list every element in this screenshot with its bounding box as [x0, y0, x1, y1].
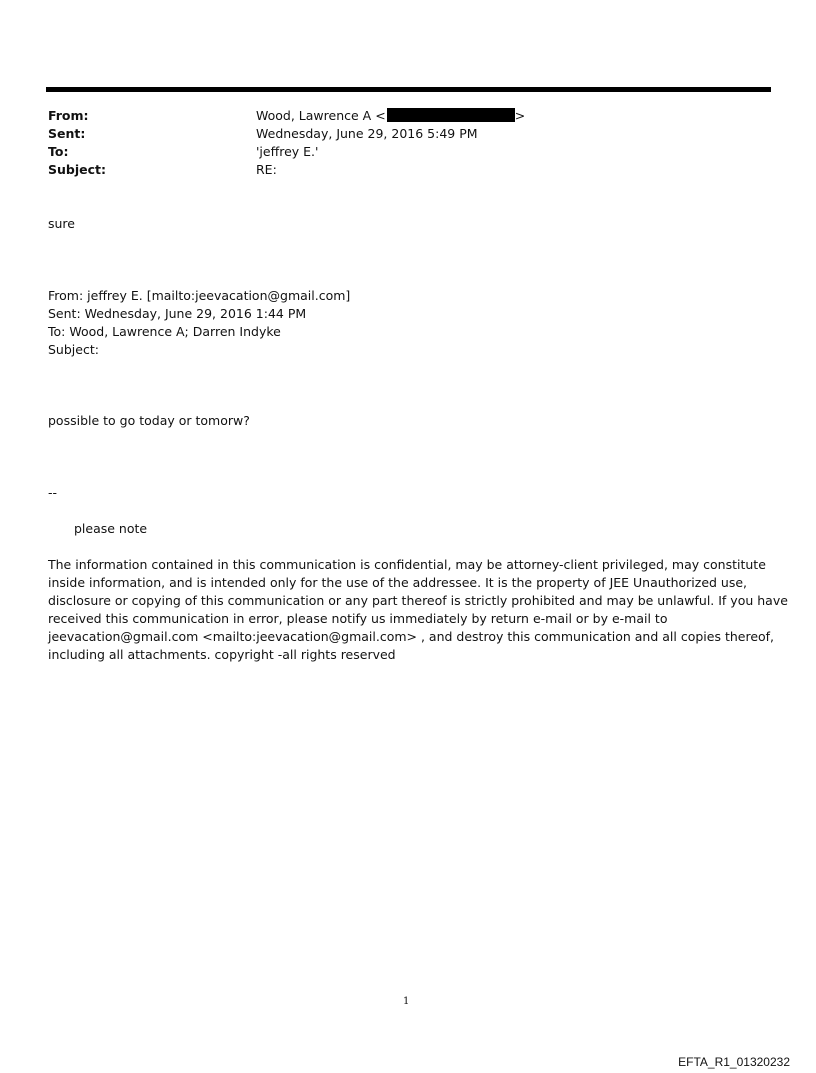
disclaimer-line: jeevacation@gmail.com <mailto:jeevacation@gmail.com> , and destroy this communication and all copies thereof,	[48, 629, 775, 644]
quoted-sent-line: Sent: Wednesday, June 29, 2016 1:44 PM	[48, 306, 307, 321]
disclaimer-line: inside information, and is intended only for the use of the addressee. It is the property of JEE Unauthorized use,	[48, 575, 748, 590]
reply-body: sure	[48, 216, 75, 231]
quoted-subject-line: Subject:	[48, 342, 99, 357]
to-value: 'jeffrey E.'	[256, 144, 319, 159]
confidentiality-disclaimer	[48, 556, 788, 664]
document-id: EFTA_R1_01320232	[678, 1055, 790, 1069]
from-label: From:	[48, 108, 89, 123]
from-open-bracket: <	[375, 108, 386, 123]
sent-label: Sent:	[48, 126, 86, 141]
disclaimer-line: received this communication in error, please notify us immediately by return e-mail or by e-mail to	[48, 611, 668, 626]
subject-value: RE:	[256, 162, 277, 177]
quoted-body: possible to go today or tomorw?	[48, 413, 250, 428]
signature-dashes: --	[48, 485, 58, 500]
from-value	[256, 107, 525, 125]
quoted-to-line: To: Wood, Lawrence A; Darren Indyke	[48, 324, 281, 339]
header-divider-rule	[46, 87, 771, 92]
subject-label: Subject:	[48, 162, 106, 177]
redaction-block	[387, 108, 515, 122]
disclaimer-line: including all attachments. copyright -all rights reserved	[48, 647, 396, 662]
page-number: 1	[403, 996, 410, 1007]
from-name: Wood, Lawrence A	[256, 108, 372, 123]
disclaimer-line: The information contained in this communication is confidential, may be attorney-client privileged, may constitute	[48, 557, 766, 572]
from-close-bracket: >	[514, 108, 526, 123]
to-label: To:	[48, 144, 69, 159]
sent-value: Wednesday, June 29, 2016 5:49 PM	[256, 126, 478, 141]
quoted-from-line: From: jeffrey E. [mailto:jeevacation@gmail.com]	[48, 288, 351, 303]
disclaimer-line: disclosure or copying of this communication or any part thereof is strictly prohibited and may be unlawful. If you have	[48, 593, 788, 608]
please-note-line: please note	[74, 521, 148, 536]
